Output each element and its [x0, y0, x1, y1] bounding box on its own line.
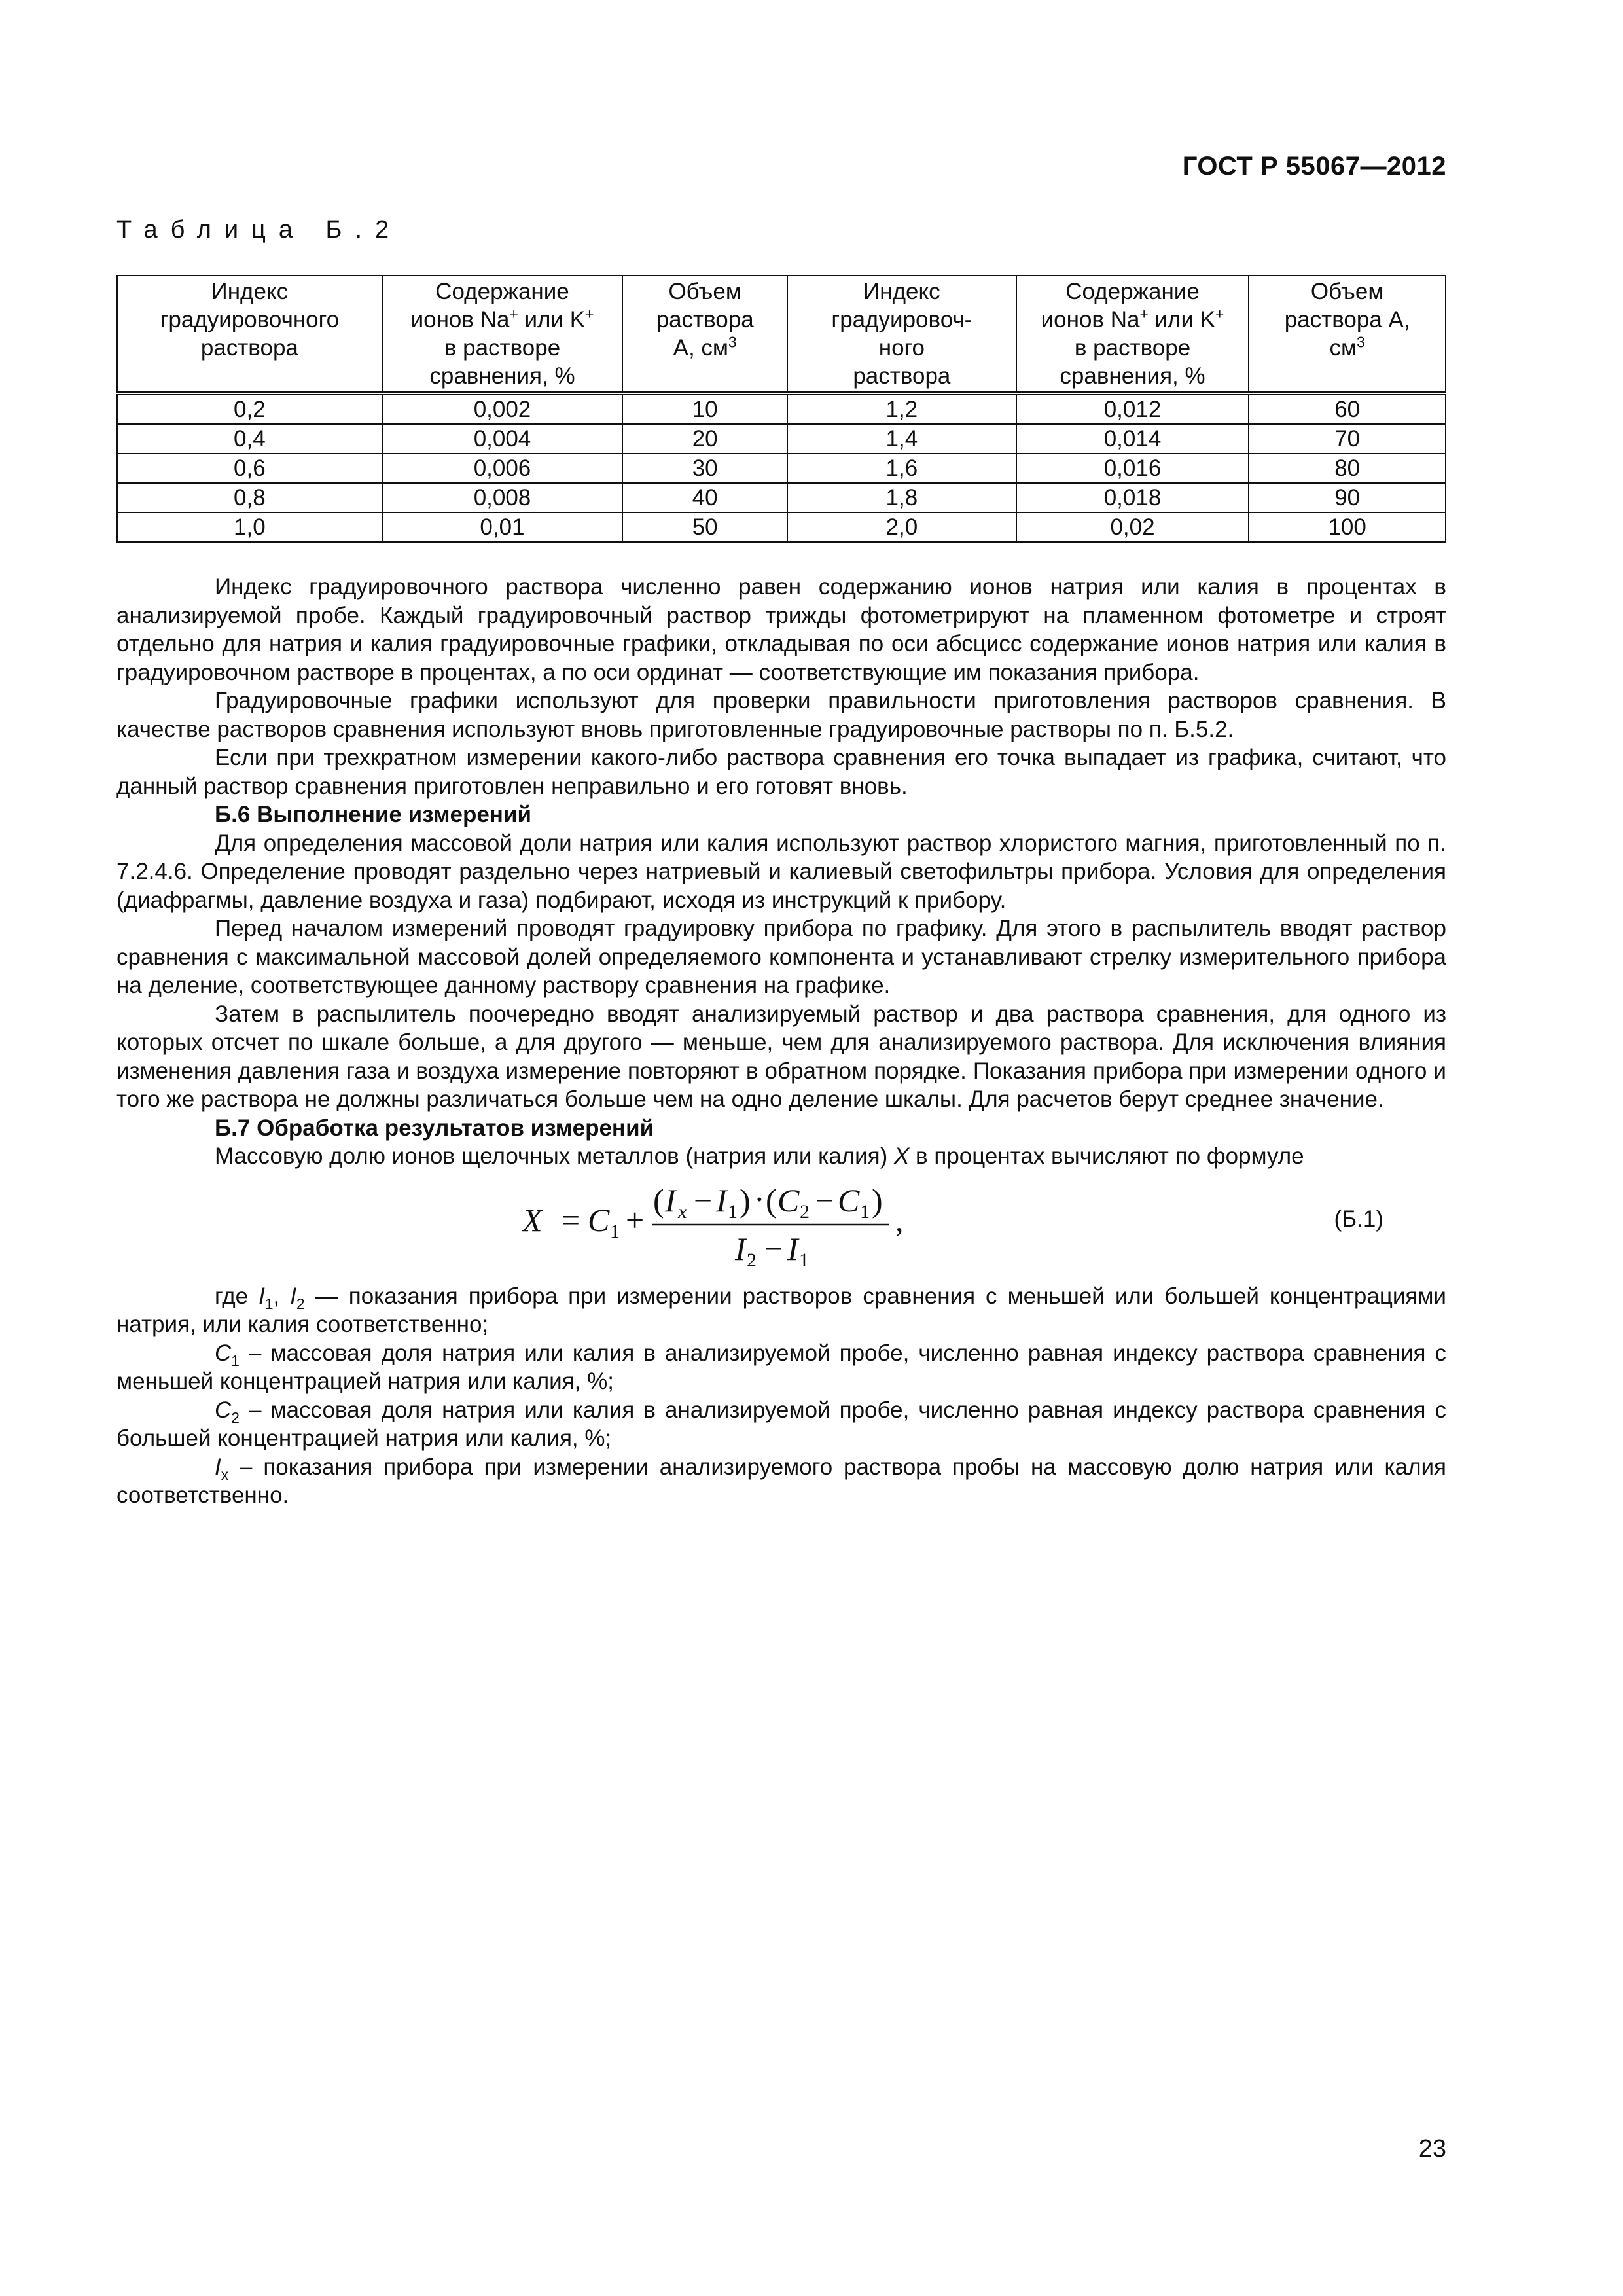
svg-text:(: (	[766, 1181, 777, 1219]
svg-text:I: I	[665, 1181, 676, 1219]
header-index-2: Индекс градуировоч- ного раствора	[787, 276, 1016, 393]
paragraph: Если при трехкратном измерении какого-либо раствора сравнения его точка выпадает из графика, считают, что данный раствор сравнения приготовлен неправильно и его готовят вновь.	[116, 745, 1446, 799]
svg-text:−: −	[694, 1181, 713, 1219]
svg-text:C: C	[838, 1181, 860, 1219]
header-index-1: Индекс градуировочного раствора	[117, 276, 382, 393]
table-row: 0,2 0,002 10 1,2 0,012 60	[117, 393, 1446, 424]
svg-text:(: (	[653, 1181, 664, 1219]
header-content-1: Содержание ионов Na+ или K+ в растворе сравнения, %	[382, 276, 623, 393]
definition-c1: $C_1$ – массовая доля натрия или калия в анализируемой пробе, численно равная индексу раствора сравнения с меньшей концентрацией натрия или калия, %;	[116, 1340, 1446, 1394]
svg-text:I: I	[787, 1230, 798, 1267]
calibration-table	[116, 275, 1446, 543]
paragraph: Массовую долю ионов щелочных металлов (натрия или калия) X в процентах вычисляют по формуле	[215, 1143, 1304, 1169]
svg-text:): )	[872, 1181, 883, 1219]
standard-id: ГОСТ Р 55067—2012	[1182, 152, 1446, 181]
body-text	[116, 573, 1446, 1510]
svg-text:X: X	[522, 1201, 543, 1238]
svg-text:I: I	[735, 1230, 746, 1267]
formula-b1	[116, 1174, 1446, 1278]
formula-number: (Б.1)	[1334, 1206, 1383, 1232]
svg-text:): )	[740, 1181, 751, 1219]
table-row: 0,6 0,006 30 1,6 0,016 80	[117, 454, 1446, 483]
table-row: 0,8 0,008 40 1,8 0,018 90	[117, 483, 1446, 512]
svg-text:1: 1	[728, 1200, 738, 1223]
definition-i1-i2: где $I_1$, $I_2$ — показания прибора при измерении растворов сравнения с меньшей или большей концентрациями натрия, или калия соответственно;	[116, 1283, 1446, 1337]
svg-text:2: 2	[800, 1200, 810, 1223]
svg-text:1: 1	[799, 1249, 809, 1271]
svg-text:−: −	[815, 1181, 834, 1219]
svg-text:,: ,	[895, 1201, 904, 1238]
paragraph: Перед началом измерений проводят градуировку прибора по графику. Для этого в распылитель вводят раствор сравнения с максимальной массовой долей определяемого компонента и устанавливают стрелку измерительного прибора на деление, соответствующее данному раствору сравнения на графике.	[116, 916, 1446, 998]
svg-text:C: C	[777, 1181, 800, 1219]
svg-text:−: −	[764, 1230, 783, 1267]
svg-text:1: 1	[610, 1220, 620, 1242]
header-volume-1: Объем раствора А, $см^3$	[622, 276, 787, 393]
svg-text:·: ·	[754, 1180, 765, 1217]
paragraph: Затем в распылитель поочередно вводят анализируемый раствор и два раствора сравнения, для одного из которых отсчет по шкале больше, а для другого — меньше, чем для анализируемого раствора. Для исключения влияния изменения давления газа и воздуха измерение повторяют в обратном порядке. Показания прибора при измерении одного и того же раствора не должны различаться больше чем на одно деление шкалы. Для расчетов берут среднее значение.	[116, 1001, 1446, 1112]
section-heading-b6: Б.6 Выполнение измерений	[215, 802, 531, 827]
paragraph: Для определения массовой доли натрия или калия используют раствор хлористого магния, приготовленный по п. 7.2.4.6. Определение проводят раздельно через натриевый и калиевый светофильтры прибора. Условия для определения (диафрагмы, давление воздуха и газа) подбирают, исходя из инструкций к прибору.	[116, 830, 1446, 913]
svg-text:1: 1	[860, 1200, 870, 1223]
table-caption: Таблица Б.2	[116, 216, 402, 243]
definition-c2: $C_2$ – массовая доля натрия или калия в анализируемой пробе, численно равная индексу раствора сравнения с большей концентрацией натрия или калия, %;	[116, 1397, 1446, 1451]
svg-text:+: +	[626, 1201, 645, 1238]
paragraph: Градуировочные графики используют для проверки правильности приготовления растворов сравнения. В качестве растворов сравнения используют вновь приготовленные градуировочные растворы по п. Б.5.2.	[116, 688, 1446, 742]
svg-text:x: x	[678, 1200, 687, 1223]
section-heading-b7: Б.7 Обработка результатов измерений	[215, 1115, 654, 1141]
table-row: 0,4 0,004 20 1,4 0,014 70	[117, 424, 1446, 454]
svg-text:I: I	[716, 1181, 727, 1219]
svg-text:C: C	[588, 1201, 610, 1238]
definition-ix: $I_x$ – показания прибора при измерении анализируемого раствора пробы на массовую долю натрия или калия соответственно.	[116, 1454, 1446, 1508]
header-volume-2: Объем раствора А, $см^3$	[1249, 276, 1446, 393]
header-content-2: Содержание ионов Na+ или K+ в растворе сравнения, %	[1016, 276, 1249, 393]
formula-svg	[522, 1174, 1059, 1278]
page-number: 23	[1418, 2135, 1446, 2162]
table-header-row	[117, 276, 1446, 393]
table-row: 1,0 0,01 50 2,0 0,02 100	[117, 512, 1446, 542]
svg-text:2: 2	[747, 1249, 757, 1271]
svg-text:=: =	[562, 1201, 580, 1238]
paragraph: Индекс градуировочного раствора численно равен содержанию ионов натрия или калия в процентах в анализируемой пробе. Каждый градуировочный раствор трижды фотометрируют на пламенном фотометре и строят отдельно для натрия и калия градуировочные графики, откладывая по оси абсцисс содержание ионов натрия или калия в градуировочном растворе в процентах, а по оси ординат — соответствующие им показания прибора.	[116, 574, 1446, 685]
